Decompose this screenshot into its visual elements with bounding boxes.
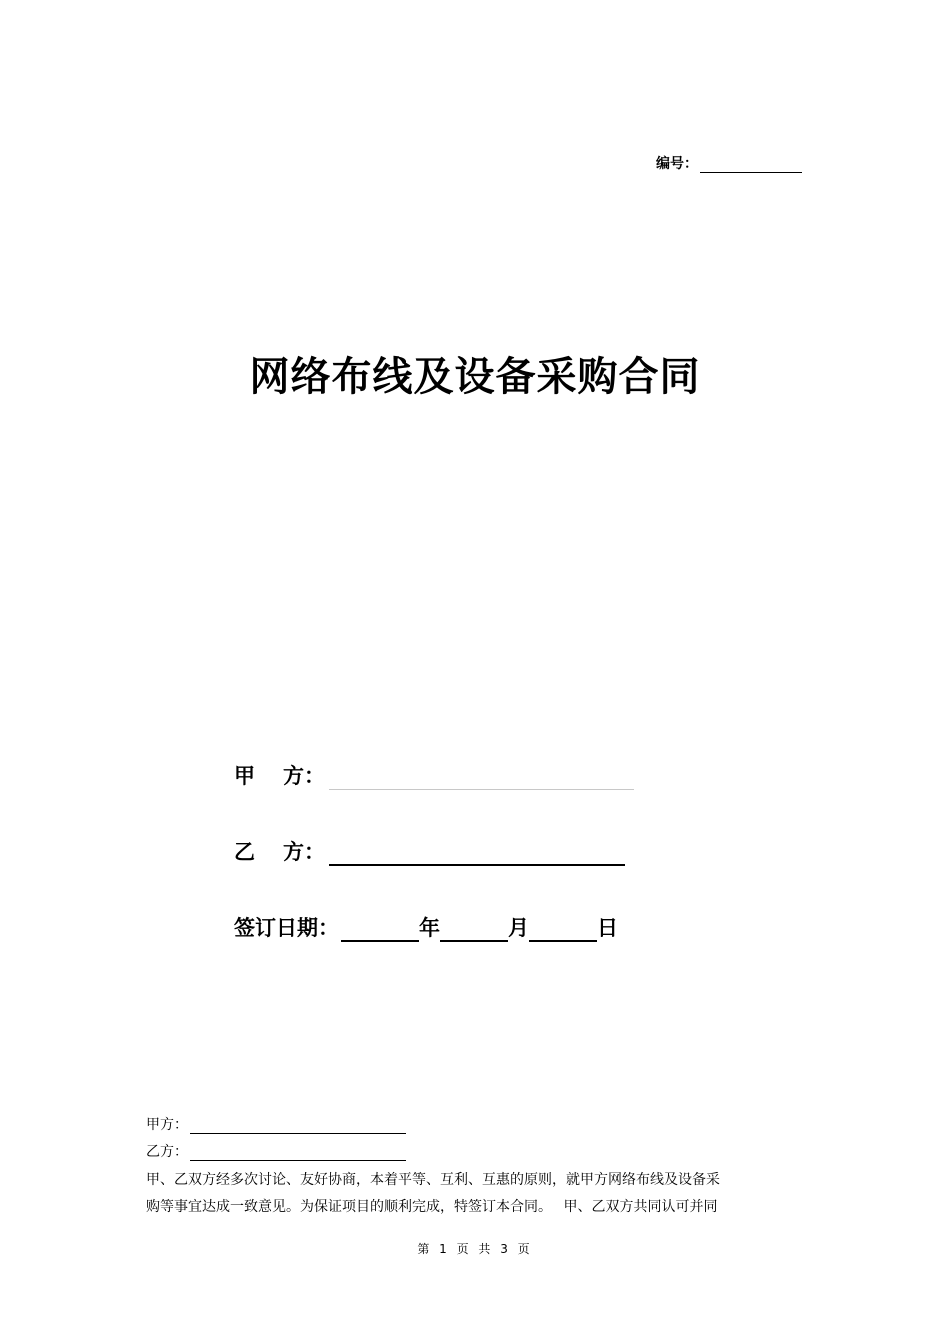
cover-party-a-label-1: 甲 xyxy=(234,764,255,788)
cover-party-b-blank[interactable] xyxy=(329,842,625,866)
month-blank[interactable] xyxy=(440,918,508,942)
sign-date-label: 签订日期： xyxy=(234,916,339,940)
cover-party-a-blank[interactable] xyxy=(329,767,634,790)
intro-party-a-field xyxy=(146,1114,406,1134)
intro-party-b-label: 乙方： xyxy=(146,1144,188,1160)
intro-party-b-blank[interactable] xyxy=(190,1144,406,1161)
serial-number-blank[interactable] xyxy=(700,156,802,173)
page-number: 第 1 页 共 3 页 xyxy=(417,1242,533,1256)
paragraph-line: 甲、乙双方经多次讨论、友好协商，本着平等、互利、互惠的原则，就甲方网络布线及设备采 xyxy=(146,1172,720,1188)
cover-party-a-label-2: 方： xyxy=(283,764,325,788)
intro-party-a-label: 甲方： xyxy=(146,1117,188,1133)
serial-number-label: 编号： xyxy=(656,156,698,172)
serial-number-field xyxy=(656,153,802,173)
cover-party-b-field xyxy=(234,836,625,866)
intro-paragraph xyxy=(146,1167,806,1221)
cover-party-b-label-2: 方： xyxy=(283,840,325,864)
cover-party-a-field xyxy=(234,760,634,790)
contract-title: 网络布线及设备采购合同 xyxy=(249,354,701,400)
day-label: 日 xyxy=(597,916,618,940)
paragraph-line: 购等事宜达成一致意见。为保证项目的顺利完成，特签订本合同。 甲、乙双方共同认可并同 xyxy=(146,1199,718,1215)
intro-party-a-blank[interactable] xyxy=(190,1117,406,1134)
month-label: 月 xyxy=(508,916,529,940)
day-blank[interactable] xyxy=(529,918,597,942)
intro-party-b-field xyxy=(146,1141,406,1161)
sign-date-field xyxy=(234,912,618,942)
year-label: 年 xyxy=(419,916,440,940)
cover-party-b-label-1: 乙 xyxy=(234,840,255,864)
year-blank[interactable] xyxy=(341,918,419,942)
